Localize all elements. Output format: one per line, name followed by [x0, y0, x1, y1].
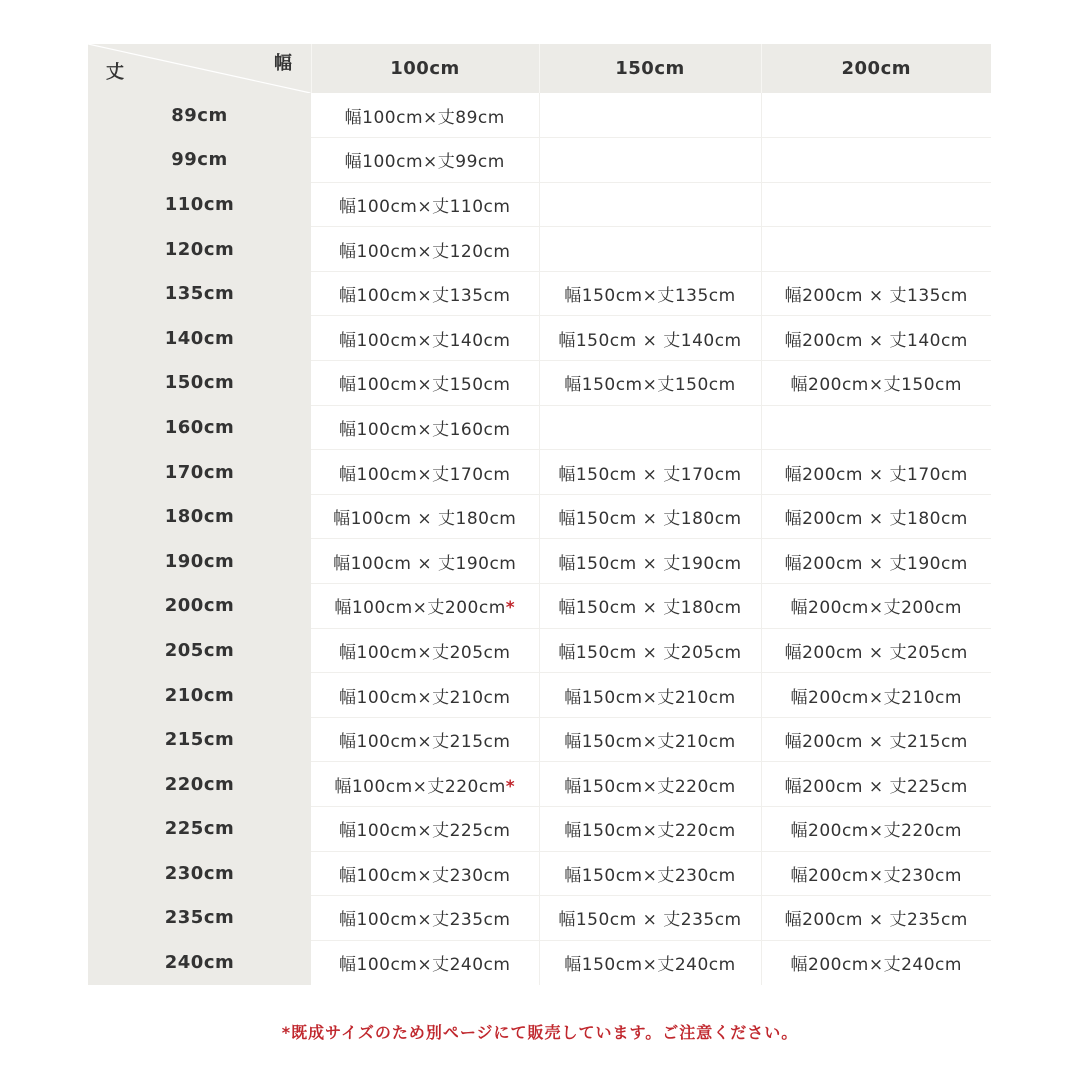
- size-cell: [539, 940, 761, 985]
- size-cell: [539, 494, 761, 539]
- table-row: [88, 138, 991, 183]
- row-header-length: 230cm: [88, 851, 311, 896]
- size-cell-text: 幅150cm×丈150cm: [564, 375, 736, 396]
- size-cell-text: 幅150cm×丈210cm: [564, 687, 736, 708]
- row-header-length: 190cm: [88, 539, 311, 584]
- size-cell-text: 幅100cm×丈135cm: [339, 286, 511, 307]
- size-cell: [539, 628, 761, 673]
- table-row: [88, 405, 991, 450]
- size-cell: [311, 896, 539, 941]
- header-row: [88, 44, 991, 93]
- size-cell-text: 幅150cm×丈230cm: [564, 865, 736, 886]
- size-cell: [539, 807, 761, 852]
- row-header-length: 160cm: [88, 405, 311, 450]
- row-header-length: 180cm: [88, 494, 311, 539]
- footnote: *既成サイズのため別ページにて販売しています。ご注意ください。: [281, 1023, 799, 1042]
- size-cell-text: 幅100cm × 丈190cm: [333, 553, 517, 574]
- row-header-length: 215cm: [88, 717, 311, 762]
- size-cell: [539, 138, 761, 183]
- table-row: [88, 539, 991, 584]
- size-cell: [311, 717, 539, 762]
- size-cell-text: 幅150cm × 丈190cm: [558, 553, 742, 574]
- size-cell: [761, 182, 991, 227]
- size-cell-text: 幅150cm×丈220cm: [564, 776, 736, 797]
- size-cell: [539, 405, 761, 450]
- size-cell: [539, 539, 761, 584]
- table-row: [88, 450, 991, 495]
- size-cell: [311, 138, 539, 183]
- row-header-length: 220cm: [88, 762, 311, 807]
- size-cell: [311, 807, 539, 852]
- size-cell-text: 幅200cm × 丈215cm: [784, 732, 968, 753]
- size-cell: [761, 405, 991, 450]
- size-cell-text: 幅150cm × 丈180cm: [558, 509, 742, 530]
- size-cell: [761, 450, 991, 495]
- size-cell-text: 幅200cm × 丈205cm: [784, 642, 968, 663]
- size-cell: [761, 628, 991, 673]
- size-cell: [311, 762, 539, 807]
- size-cell-text: 幅150cm×丈210cm: [564, 732, 736, 753]
- size-cell: [761, 138, 991, 183]
- length-axis-label: 丈: [106, 62, 125, 83]
- size-cell-text: 幅150cm×丈135cm: [564, 286, 736, 307]
- table-row: [88, 182, 991, 227]
- size-cell-text: 幅200cm×丈240cm: [790, 955, 962, 976]
- size-cell: [539, 896, 761, 941]
- row-header-length: 205cm: [88, 628, 311, 673]
- size-cell-text: 幅200cm×丈230cm: [790, 865, 962, 886]
- table-row: [88, 851, 991, 896]
- table-row: [88, 940, 991, 985]
- size-cell: [761, 940, 991, 985]
- size-cell-text: 幅150cm × 丈140cm: [558, 330, 742, 351]
- size-cell: [311, 494, 539, 539]
- size-cell-text: 幅100cm×丈150cm: [339, 375, 511, 396]
- size-cell: [761, 316, 991, 361]
- size-cell-text: 幅200cm×丈150cm: [790, 375, 962, 396]
- size-cell: [761, 762, 991, 807]
- size-cell-text: 幅100cm×丈170cm: [339, 464, 511, 485]
- size-cell-text: 幅100cm×丈89cm: [344, 107, 505, 128]
- row-header-length: 240cm: [88, 940, 311, 985]
- size-cell: [539, 717, 761, 762]
- size-cell-text: 幅100cm×丈110cm: [339, 196, 511, 217]
- size-cell: [539, 227, 761, 272]
- row-header-length: 89cm: [88, 93, 311, 138]
- size-cell-text: 幅200cm × 丈170cm: [784, 464, 968, 485]
- size-cell-text: 幅100cm×丈225cm: [339, 821, 511, 842]
- size-cell: [311, 405, 539, 450]
- row-header-length: 110cm: [88, 182, 311, 227]
- size-cell-text: 幅100cm×丈120cm: [339, 241, 511, 262]
- column-header-width-150: 150cm: [539, 44, 761, 93]
- table-body: [88, 93, 991, 985]
- width-axis-label: 幅: [274, 53, 293, 74]
- size-cell-text: 幅100cm×丈220cm: [334, 776, 506, 797]
- size-cell-text: 幅100cm×丈235cm: [339, 910, 511, 931]
- size-cell: [311, 182, 539, 227]
- size-cell-text: 幅150cm × 丈180cm: [558, 598, 742, 619]
- size-cell: [761, 271, 991, 316]
- size-table: [88, 44, 991, 985]
- size-cell: [539, 584, 761, 629]
- size-cell-text: 幅100cm × 丈180cm: [333, 509, 517, 530]
- size-cell-text: 幅150cm × 丈205cm: [558, 642, 742, 663]
- size-cell-text: 幅200cm × 丈235cm: [784, 910, 968, 931]
- size-cell: [761, 584, 991, 629]
- size-cell: [761, 93, 991, 138]
- size-cell-text: 幅100cm×丈99cm: [344, 152, 505, 173]
- size-cell: [311, 316, 539, 361]
- column-header-width-100: 100cm: [311, 44, 539, 93]
- size-cell: [311, 271, 539, 316]
- size-cell-text: 幅100cm×丈140cm: [339, 330, 511, 351]
- size-cell: [311, 851, 539, 896]
- size-cell-text: 幅100cm×丈200cm: [334, 598, 506, 619]
- size-cell-text: 幅200cm×丈200cm: [790, 598, 962, 619]
- column-header-width-200: 200cm: [761, 44, 991, 93]
- size-cell-text: 幅100cm×丈240cm: [339, 955, 511, 976]
- size-cell-text: 幅100cm×丈210cm: [339, 687, 511, 708]
- size-cell-text: 幅150cm × 丈235cm: [558, 910, 742, 931]
- size-cell: [761, 807, 991, 852]
- table-row: [88, 628, 991, 673]
- size-cell: [539, 93, 761, 138]
- size-cell-text: 幅200cm × 丈180cm: [784, 509, 968, 530]
- table-row: [88, 762, 991, 807]
- size-cell: [761, 539, 991, 584]
- row-header-length: 235cm: [88, 896, 311, 941]
- size-cell-text: 幅200cm × 丈190cm: [784, 553, 968, 574]
- size-cell: [539, 851, 761, 896]
- table-row: [88, 896, 991, 941]
- size-cell-text: 幅200cm×丈220cm: [790, 821, 962, 842]
- size-cell: [761, 896, 991, 941]
- size-cell: [311, 450, 539, 495]
- size-cell: [311, 93, 539, 138]
- size-cell: [761, 673, 991, 718]
- size-cell: [311, 539, 539, 584]
- size-cell: [761, 227, 991, 272]
- size-cell-text: 幅200cm × 丈225cm: [784, 776, 968, 797]
- size-cell: [539, 316, 761, 361]
- size-cell: [311, 940, 539, 985]
- size-cell-text: 幅200cm×丈210cm: [790, 687, 962, 708]
- size-cell: [539, 271, 761, 316]
- row-header-length: 200cm: [88, 584, 311, 629]
- size-cell-text: 幅150cm×丈220cm: [564, 821, 736, 842]
- size-cell-text: 幅100cm×丈215cm: [339, 732, 511, 753]
- size-cell: [761, 494, 991, 539]
- size-cell: [761, 851, 991, 896]
- row-header-length: 135cm: [88, 271, 311, 316]
- size-cell: [539, 673, 761, 718]
- table-row: [88, 673, 991, 718]
- size-cell: [539, 450, 761, 495]
- table-row: [88, 807, 991, 852]
- size-cell-text: 幅150cm×丈240cm: [564, 955, 736, 976]
- table-row: [88, 717, 991, 762]
- size-cell: [539, 361, 761, 406]
- row-header-length: 99cm: [88, 138, 311, 183]
- table-row: [88, 271, 991, 316]
- size-cell: [761, 717, 991, 762]
- table-row: [88, 316, 991, 361]
- table-row: [88, 93, 991, 138]
- table-row: [88, 227, 991, 272]
- size-cell: [311, 361, 539, 406]
- size-cell: [539, 762, 761, 807]
- size-cell-text: 幅100cm×丈160cm: [339, 419, 511, 440]
- row-header-length: 170cm: [88, 450, 311, 495]
- row-header-length: 120cm: [88, 227, 311, 272]
- ready-made-asterisk: *: [505, 776, 516, 797]
- size-cell-text: 幅100cm×丈205cm: [339, 642, 511, 663]
- size-cell: [539, 182, 761, 227]
- table-row: [88, 584, 991, 629]
- size-cell-text: 幅150cm × 丈170cm: [558, 464, 742, 485]
- size-cell: [311, 628, 539, 673]
- size-cell-text: 幅200cm × 丈140cm: [784, 330, 968, 351]
- row-header-length: 150cm: [88, 361, 311, 406]
- size-cell: [761, 361, 991, 406]
- row-header-length: 140cm: [88, 316, 311, 361]
- size-cell-text: 幅100cm×丈230cm: [339, 865, 511, 886]
- corner-header-cell: [88, 44, 311, 93]
- row-header-length: 210cm: [88, 673, 311, 718]
- table-row: [88, 361, 991, 406]
- size-cell: [311, 227, 539, 272]
- row-header-length: 225cm: [88, 807, 311, 852]
- size-cell-text: 幅200cm × 丈135cm: [784, 286, 968, 307]
- ready-made-asterisk: *: [505, 598, 516, 619]
- table-row: [88, 494, 991, 539]
- size-cell: [311, 584, 539, 629]
- size-cell: [311, 673, 539, 718]
